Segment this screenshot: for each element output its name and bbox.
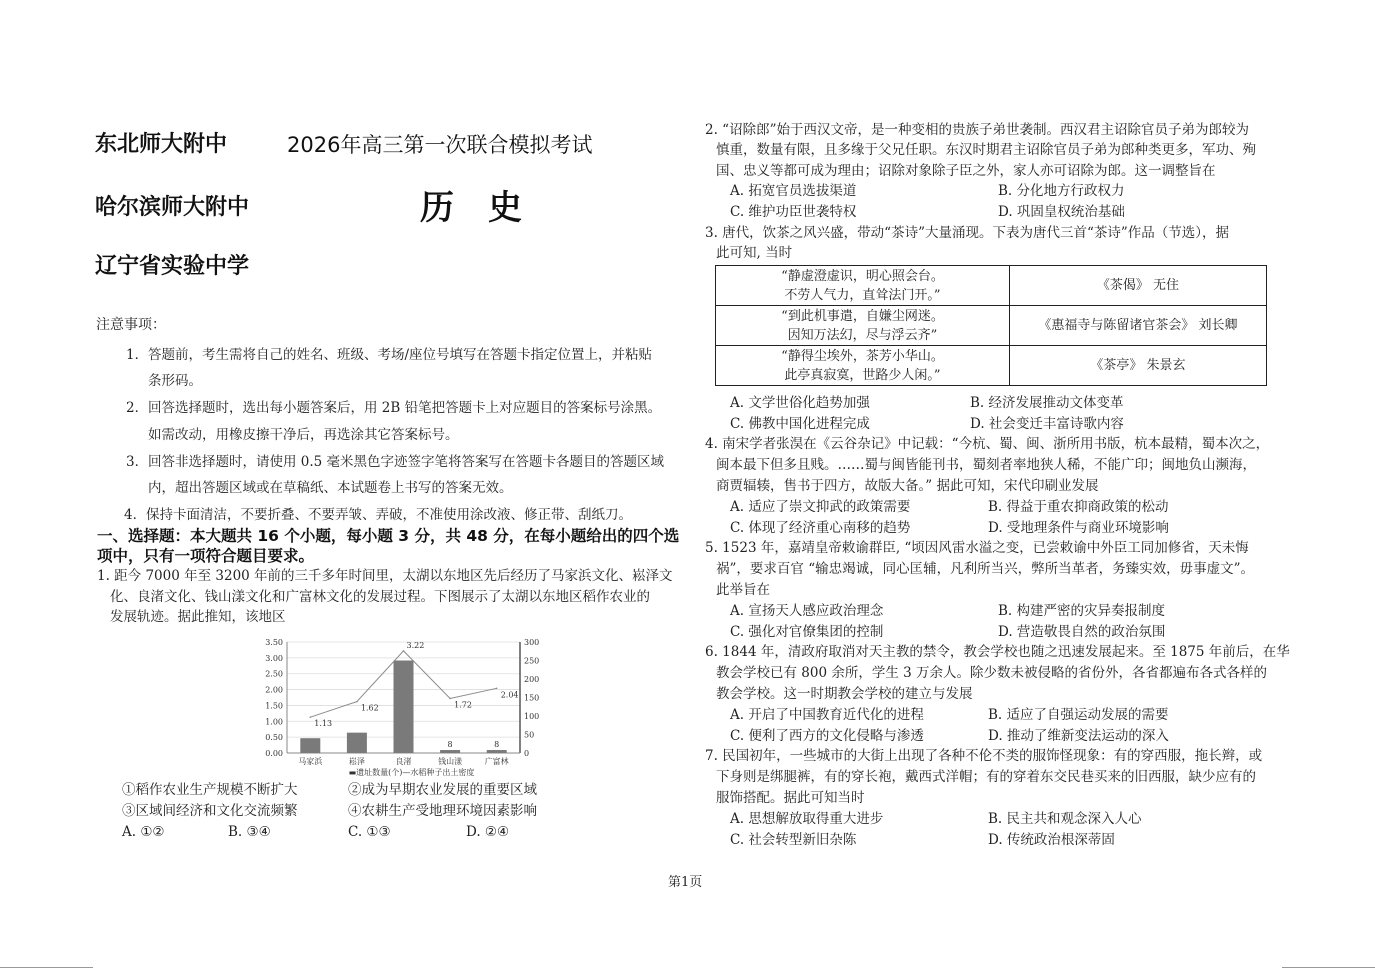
note-line: 回答非选择题时，请使用 0.5 毫米黑色字迹签字笔将答案写在答题卡各题目的答题区域: [148, 454, 665, 470]
option-d: D. 推动了维新变法运动的深入: [988, 728, 1169, 744]
left-axis-tick-label: 3.50: [265, 638, 283, 647]
right-axis-tick-label: 250: [524, 656, 540, 666]
question-7-text: 7. 民国初年，一些城市的大街上出现了各种不伦不类的服饰怪现象：有的穿西服，拖长辫，或: [705, 748, 1263, 764]
option-c: C. 维护功臣世袭特权: [730, 204, 857, 220]
x-axis-tick-label: 马家浜: [298, 757, 323, 766]
source-cell: 《茶亭》 朱景玄: [1010, 346, 1267, 386]
note-number: 1．: [126, 347, 149, 363]
left-axis-tick-label: 1.50: [265, 701, 283, 711]
left-axis-tick-label: 2.50: [265, 669, 283, 679]
option-d: D. 传统政治根深蒂固: [988, 832, 1115, 848]
notes-title: 注意事项：: [96, 317, 166, 333]
note-line: 答题前，考生需将自己的姓名、班级、考场/座位号填写在答题卡指定位置上，并粘贴: [148, 347, 653, 363]
school-name-3: 辽宁省实验中学: [95, 254, 250, 279]
question-7-text: 服饰搭配。据此可知当时: [716, 790, 865, 806]
right-axis-tick-label: 300: [524, 638, 540, 647]
option-b: B. ③④: [228, 824, 271, 840]
option-b: B. 民主共和观念深入人心: [988, 811, 1142, 827]
question-1-text: 发展轨迹。据此推知，该地区: [110, 609, 286, 625]
source-cell: 《惠福寺与陈留诸官茶会》 刘长卿: [1010, 306, 1267, 346]
question-4-text: 商贾辐辏，售书于四方，故版大备。” 据此可知，宋代印刷业发展: [716, 478, 1099, 494]
option-b: B. 分化地方行政权力: [998, 183, 1125, 199]
poem-cell: [716, 306, 1010, 346]
question-7-text: 下身则是绑腿裤，有的穿长袍，戴西式洋帽；有的穿着东交民巷买来的旧西服，缺少应有的: [716, 769, 1256, 785]
bar: [300, 738, 320, 753]
question-1-text: 1. 距今 7000 年至 3200 年前的三千多年时间里，太湖以东地区先后经历了马家浜文化、崧泽文: [97, 568, 673, 584]
line-data-label: 1.72: [454, 700, 472, 710]
school-name-1: 东北师大附中: [95, 132, 228, 157]
bar: [347, 733, 367, 753]
section-heading: 项中，只有一项符合题目要求。: [97, 547, 315, 565]
school-name-2: 哈尔滨师大附中: [95, 195, 250, 220]
option-d: D. ②④: [466, 824, 510, 840]
note-line: 内，超出答题区域或在草稿纸、本试题卷上书写的答案无效。: [148, 480, 513, 496]
note-number: 4．: [124, 507, 147, 523]
option-c: C. 佛教中国化进程完成: [730, 416, 870, 432]
option-a: A. 思想解放取得重大进步: [730, 811, 884, 827]
footer-divider: [1282, 967, 1375, 968]
note-number: 3．: [126, 454, 149, 470]
option-c: C. 体现了经济重心南移的趋势: [730, 520, 911, 536]
line-point: [310, 716, 312, 718]
question-1-text: 化、良渚文化、钱山漾文化和广富林文化的发展过程。下图展示了太湖以东地区稻作农业的: [110, 589, 650, 605]
poem-cell: [716, 266, 1010, 306]
question-5-text: 此举旨在: [716, 582, 770, 598]
option-a: A. 文学世俗化趋势加强: [730, 395, 870, 411]
x-axis-tick-label: 广富林: [484, 757, 509, 766]
question-6-text: 教会学校。这一时期教会学校的建立与发展: [716, 686, 973, 702]
x-axis-tick-label: 良渚: [395, 757, 412, 766]
rice-agriculture-chart: [255, 632, 545, 782]
bar: [440, 750, 460, 753]
option-c: C. 社会转型新旧杂陈: [730, 832, 857, 848]
right-axis-tick-label: 0: [524, 749, 530, 758]
question-2-text: 国、忠义等都可成为理由；诏除对象除子臣之外，家人亦可诏除为郎。这一调整旨在: [716, 163, 1216, 179]
chart-legend: ▬遗址数量(个)—水稻种子出土密度: [348, 768, 475, 777]
line-point: [356, 701, 358, 703]
poem-line: 不劳人气力，直耸法门开。”: [784, 287, 941, 303]
table-row: [716, 266, 1267, 306]
footer-divider: [0, 967, 93, 968]
option-b: B. 经济发展推动文体变革: [970, 395, 1124, 411]
note-line: 如需改动，用橡皮擦干净后，再选涂其它答案标号。: [148, 427, 459, 443]
statement-4: ④农耕生产受地理环境因素影响: [348, 803, 537, 819]
statement-1: ①稻作农业生产规模不断扩大: [122, 782, 298, 798]
table-row: [716, 306, 1267, 346]
question-6-text: 教会学校已有 800 余所，学生 3 万余人。除少数未被侵略的省份外，各省都遍布各式各样的: [716, 665, 1268, 681]
option-a: A. 宣扬天人感应政治理念: [730, 603, 884, 619]
question-5-text: 祸”，要求百官 “输忠竭诚，同心匡辅，凡利所当兴，弊所当革者，务臻实效，毋事虚文”。: [716, 561, 1254, 577]
option-a: A. ①②: [122, 824, 165, 840]
page-number: 第1页: [668, 875, 703, 890]
bar-data-label: 8: [494, 740, 500, 750]
note-line: 回答选择题时，选出每小题答案后，用 2B 铅笔把答题卡上对应题目的答案标号涂黑。: [148, 400, 662, 416]
poem-line: 因知万法幻，尽与浮云齐”: [787, 327, 938, 343]
question-3-text: 3. 唐代，饮茶之风兴盛，带动“茶诗”大量涌现。下表为唐代三首“茶诗”作品（节选），据: [705, 225, 1230, 241]
line-data-label: 1.13: [314, 719, 333, 729]
option-d: D. 巩固皇权统治基础: [998, 204, 1125, 220]
statement-2: ②成为早期农业发展的重要区域: [348, 782, 537, 798]
poem-line: “静虚澄虚识，明心照会台。: [781, 268, 944, 284]
right-axis-tick-label: 150: [524, 693, 540, 703]
question-5-text: 5. 1523 年，嘉靖皇帝敕谕群臣, “顷因风雷水溢之变，已尝敕谕中外臣工同加修省，天未悔: [705, 540, 1249, 556]
line-point: [449, 698, 451, 700]
note-number: 2．: [126, 400, 149, 416]
bar: [487, 750, 507, 753]
subject-title: 历史: [420, 188, 556, 228]
option-a: A. 拓宽官员选拔渠道: [730, 183, 857, 199]
right-axis-tick-label: 50: [524, 730, 535, 740]
x-axis-tick-label: 钱山漾: [438, 757, 463, 766]
left-axis-tick-label: 3.00: [265, 653, 283, 663]
option-d: D. 营造敬畏自然的政治氛围: [998, 624, 1166, 640]
right-axis-tick-label: 100: [524, 712, 540, 721]
left-axis-tick-label: 2.00: [265, 685, 283, 695]
statement-3: ③区域间经济和文化交流频繁: [122, 803, 298, 819]
line-point: [403, 650, 405, 652]
option-c: C. 便利了西方的文化侵略与渗透: [730, 728, 924, 744]
poem-line: “到此机事遣，自嫌尘网迷。: [781, 308, 944, 324]
bar: [394, 661, 414, 754]
line-data-label: 1.62: [360, 703, 379, 713]
option-c: C. ①③: [348, 824, 391, 840]
left-axis-tick-label: 1.00: [265, 717, 283, 727]
tea-poems-table: [715, 265, 1267, 386]
table-row: [716, 346, 1267, 386]
bar-data-label: 8: [447, 740, 453, 750]
question-2-text: 2. “诏除郎”始于西汉文帝，是一种变相的贵族子弟世袭制。西汉君主诏除官员子弟为郎较为: [705, 122, 1249, 138]
question-4-text: 4. 南宋学者张淏在《云谷杂记》中记载：“今杭、蜀、闽、浙所用书版，杭本最精，蜀本次之，: [705, 436, 1270, 452]
line-data-label: 2.04: [500, 690, 519, 700]
poem-line: “静得尘埃外，茶芳小华山。: [781, 348, 944, 364]
question-6-text: 6. 1844 年，清政府取消对天主教的禁令，教会学校也随之迅速发展起来。至 1875 年前后，在华: [705, 644, 1290, 660]
line-point: [496, 688, 498, 690]
option-a: A. 适应了崇文抑武的政策需要: [730, 499, 911, 515]
option-a: A. 开启了中国教育近代化的进程: [730, 707, 924, 723]
line-data-label: 3.22: [406, 640, 425, 650]
left-axis-tick-label: 0.00: [265, 749, 283, 758]
note-line: 条形码。: [148, 373, 202, 389]
note-line: 保持卡面清洁，不要折叠、不要弄皱、弄破，不准使用涂改液、修正带、刮纸刀。: [146, 507, 632, 523]
question-4-text: 闽本最下但多且贱。……蜀与闽皆能刊书，蜀刻者率地狭人稀，不能广印；闽地负山濒海，: [716, 457, 1256, 473]
option-b: B. 适应了自强运动发展的需要: [988, 707, 1169, 723]
section-heading: 一、选择题：本大题共 16 个小题，每小题 3 分，共 48 分，在每小题给出的四个选: [97, 527, 680, 545]
source-cell: 《茶偈》 无住: [1010, 266, 1267, 306]
x-axis-tick-label: 崧泽: [348, 757, 365, 766]
exam-title: 2026年高三第一次联合模拟考试: [287, 133, 593, 157]
option-d: D. 社会变迁丰富诗歌内容: [970, 416, 1124, 432]
question-2-text: 慎重，数量有限，且多缘于父兄任职。东汉时期君主诏除官员子弟为郎种类更多，军功、殉: [716, 142, 1256, 158]
option-b: B. 构建严密的灾异奏报制度: [998, 603, 1166, 619]
right-axis-tick-label: 200: [524, 675, 540, 684]
question-3-text: 此可知, 当时: [716, 245, 793, 261]
option-d: D. 受地理条件与商业环境影响: [988, 520, 1169, 536]
option-c: C. 强化对官僚集团的控制: [730, 624, 884, 640]
poem-line: 此亭真寂寞，世路少人闲。”: [784, 367, 941, 383]
option-b: B. 得益于重农抑商政策的松动: [988, 499, 1169, 515]
left-axis-tick-label: 0.50: [265, 733, 283, 743]
poem-cell: [716, 346, 1010, 386]
